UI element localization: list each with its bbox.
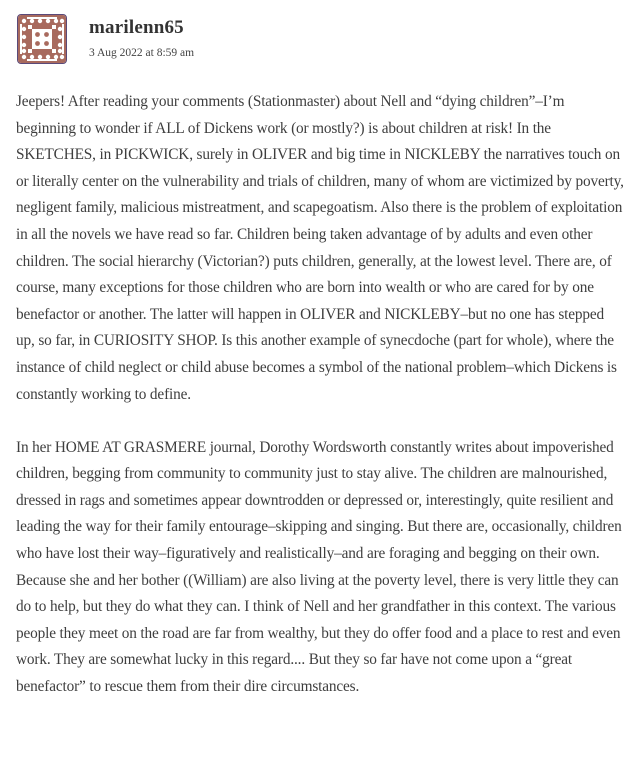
comment-paragraph: Jeepers! After reading your comments (Stationmaster) about Nell and “dying children”–I’m beginning to wonder if ALL of Dickens work (or mostly?) is about children at risk! In the SKETCHES, in PICKWICK, surely in OLIVER and big time in NICKLEBY the narratives touch on or literally center on the vulnerability and trials of children, many of whom are victimized by poverty, negligent family, malicious mistreatment, and scapegoatism. Also there is the problem of exploitation in all the novels we have read so far. Children being taken advantage of by adults and even other children. The social hierarchy (Victorian?) puts children, generally, at the lowest level. There are, of course, many exceptions for those children who are born into wealth or who are cared for by one benefactor or another. The latter will happen in OLIVER and NICKLEBY–but no one has stepped up, so far, in CURIOSITY SHOP. Is this another example of synecdoche (part for whole), where the instance of child neglect or child abuse becomes a symbol of the national problem–which Dickens is constantly working to define.: [16, 93, 624, 403]
identicon-avatar-icon: [18, 15, 66, 63]
comment-date[interactable]: 3 Aug 2022 at 8:59 am: [89, 47, 195, 59]
comment-author[interactable]: marilenn65: [89, 17, 184, 38]
comment-body: [16, 89, 626, 727]
avatar[interactable]: [17, 14, 67, 64]
comment-meta: [89, 14, 194, 60]
comment-header: [17, 14, 194, 64]
comment-paragraph: In her HOME AT GRASMERE journal, Dorothy Wordsworth constantly writes about impoverished children, begging from community to community just to stay alive. The children are malnourished, dressed in rags and sometimes appear downtrodden or depressed or, interestingly, quite resilient and leading the way for their family entourage–skipping and singing. But there are, occasionally, children who have lost their way–figuratively and realistically–and are foraging and begging on their own. Because she and her bother ((William) are also living at the poverty level, there is very little they can do to help, but they do what they can. I think of Nell and her grandfather in this context. The various people they meet on the road are far from wealthy, but they do offer food and a place to rest and even work. They are somewhat lucky in this regard.... But they so far have not come upon a “great benefactor” to rescue them from their dire circumstances.: [16, 438, 622, 695]
